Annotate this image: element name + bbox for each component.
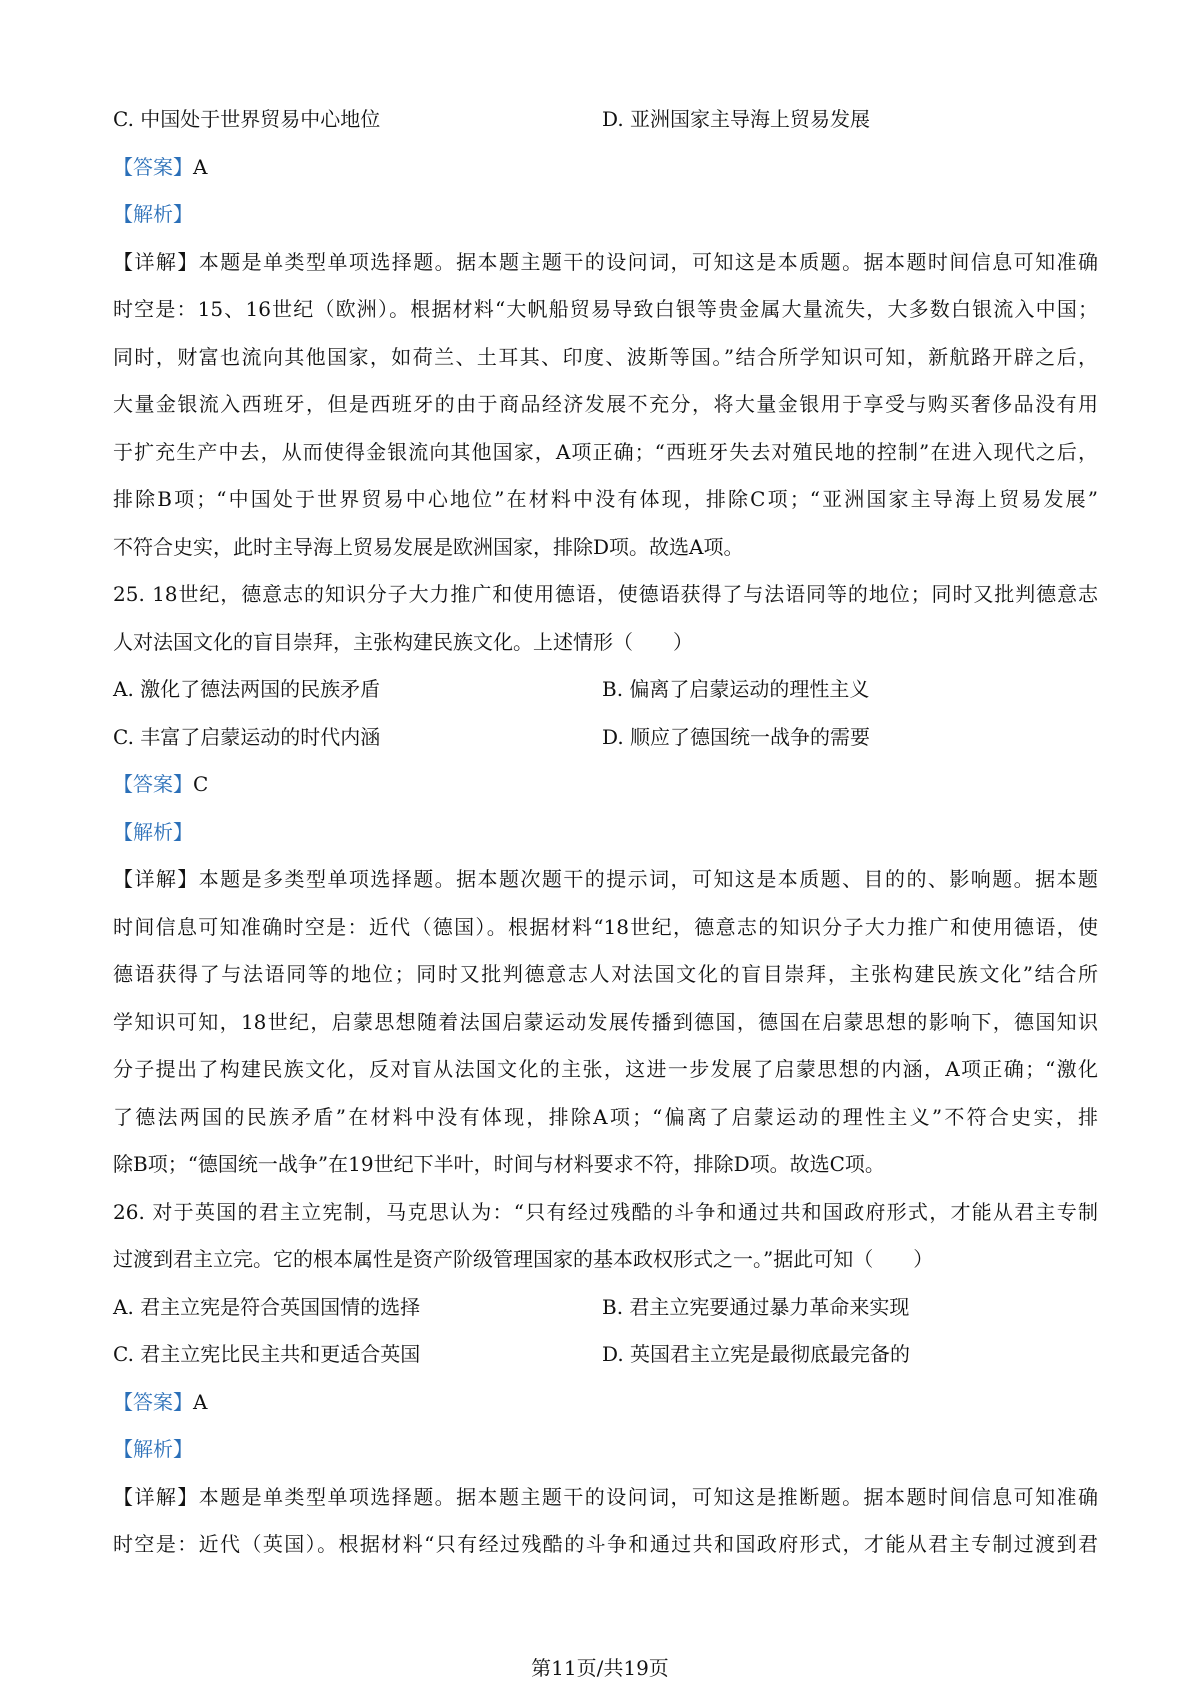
q26-option-a: A. 君主立宪是符合英国国情的选择: [113, 1294, 421, 1319]
detail-label: 【详解】: [113, 867, 199, 891]
detail-line: 【详解】本题是多类型单项选择题。据本题次题干的提示词，可知这是本质题、目的的、影响题。据本题: [113, 867, 1099, 891]
q24-analysis-heading: [113, 191, 1098, 239]
q25-stem: [113, 571, 1098, 666]
q26-options-row-ab: [113, 1284, 1098, 1332]
detail-line: 【详解】本题是单类型单项选择题。据本题主题干的设问词，可知这是推断题。据本题时间信息可知准确: [113, 1484, 1099, 1509]
stem-line: 过渡到君主立完。它的根本属性是资产阶级管理国家的基本政权形式之一。”据此可知（ ）: [113, 1247, 934, 1271]
q24-answer: [113, 144, 1098, 192]
detail-line: 时空是：15、16世纪（欧洲）。根据材料“大帆船贸易导致白银等贵金属大量流失，大多数白银流入中国；: [113, 297, 1098, 321]
q25-options-row-cd: [113, 714, 1098, 762]
answer-label: 【答案】: [113, 1389, 193, 1414]
stem-line: 26. 对于英国的君主立宪制，马克思认为：“只有经过残酷的斗争和通过共和国政府形式，才能从君主专制: [113, 1199, 1098, 1224]
detail-label: 【详解】: [113, 249, 199, 274]
q25-option-b: B. 偏离了启蒙运动的理性主义: [602, 677, 870, 701]
answer-label: 【答案】: [113, 154, 193, 179]
answer-value: A: [193, 154, 208, 179]
detail-line: 除B项；“德国统一战争”在19世纪下半叶，时间与材料要求不符，排除D项。故选C项。: [113, 1152, 885, 1176]
detail-line: 学知识可知，18世纪，启蒙思想随着法国启蒙运动发展传播到德国，德国在启蒙思想的影响下，德国知识: [113, 1009, 1098, 1034]
q26-option-d: D. 英国君主立宪是最彻底最完备的: [602, 1342, 911, 1366]
q26-options-row-cd: [113, 1331, 1098, 1379]
q26-option-c: C. 君主立宪比民主共和更适合英国: [113, 1342, 421, 1366]
q25-option-a: A. 激化了德法两国的民族矛盾: [113, 677, 381, 701]
analysis-label: 【解析】: [113, 1437, 193, 1461]
q24-option-c: C. 中国处于世界贸易中心地位: [113, 107, 381, 131]
detail-line: 排除B项；“中国处于世界贸易中心地位”在材料中没有体现，排除C项；“亚洲国家主导海上贸易发展”: [113, 487, 1098, 511]
page-content: [113, 96, 1098, 1569]
q25-answer: [113, 761, 1098, 809]
detail-line: 于扩充生产中去，从而使得金银流向其他国家，A项正确；“西班牙失去对殖民地的控制”在进入现代之后，: [113, 439, 1098, 464]
q25-detail: [113, 856, 1098, 1189]
stem-line: 25. 18世纪，德意志的知识分子大力推广和使用德语，使德语获得了与法语同等的地位；同时又批判德意志: [113, 582, 1098, 606]
q25-option-c: C. 丰富了启蒙运动的时代内涵: [113, 724, 381, 749]
q24-detail: [113, 239, 1098, 572]
q26-analysis-heading: [113, 1426, 1098, 1474]
q26-answer: [113, 1379, 1098, 1427]
answer-label: 【答案】: [113, 772, 193, 796]
q24-options-row-cd: [113, 96, 1098, 144]
page-number-footer: 第11页/共19页: [531, 1656, 669, 1680]
detail-label: 【详解】: [113, 1484, 199, 1509]
q25-analysis-heading: [113, 809, 1098, 857]
q26-option-b: B. 君主立宪要通过暴力革命来实现: [602, 1294, 910, 1319]
answer-value: A: [193, 1389, 208, 1414]
q25-options-row-ab: [113, 666, 1098, 714]
detail-line: 同时，财富也流向其他国家，如荷兰、土耳其、印度、波斯等国。”结合所学知识可知，新航路开辟之后，: [113, 344, 1098, 369]
q26-stem: [113, 1189, 1098, 1284]
detail-line: 不符合史实，此时主导海上贸易发展是欧洲国家，排除D项。故选A项。: [113, 534, 744, 559]
q26-detail: [113, 1474, 1098, 1569]
detail-line: 分子提出了构建民族文化，反对盲从法国文化的主张，这进一步发展了启蒙思想的内涵，A项正确；“激化: [113, 1057, 1098, 1081]
q24-option-d: D. 亚洲国家主导海上贸易发展: [602, 107, 871, 131]
answer-value: C: [193, 772, 209, 796]
analysis-label: 【解析】: [113, 819, 193, 844]
analysis-label: 【解析】: [113, 202, 193, 226]
q25-option-d: D. 顺应了德国统一战争的需要: [602, 724, 871, 749]
detail-line: 【详解】本题是单类型单项选择题。据本题主题干的设问词，可知这是本质题。据本题时间信息可知准确: [113, 249, 1099, 274]
detail-line: 时空是：近代（英国）。根据材料“只有经过残酷的斗争和通过共和国政府形式，才能从君主专制过渡到君: [113, 1532, 1098, 1556]
stem-line: 人对法国文化的盲目崇拜，主张构建民族文化。上述情形（ ）: [113, 629, 693, 654]
detail-line: 了德法两国的民族矛盾”在材料中没有体现，排除A项；“偏离了启蒙运动的理性主义”不符合史实，排: [113, 1104, 1098, 1129]
detail-line: 大量金银流入西班牙，但是西班牙的由于商品经济发展不充分，将大量金银用于享受与购买奢侈品没有用: [113, 392, 1098, 416]
detail-line: 时间信息可知准确时空是：近代（德国）。根据材料“18世纪，德意志的知识分子大力推广和使用德语，使: [113, 914, 1098, 939]
detail-line: 德语获得了与法语同等的地位；同时又批判德意志人对法国文化的盲目崇拜，主张构建民族文化”结合所: [113, 962, 1098, 986]
